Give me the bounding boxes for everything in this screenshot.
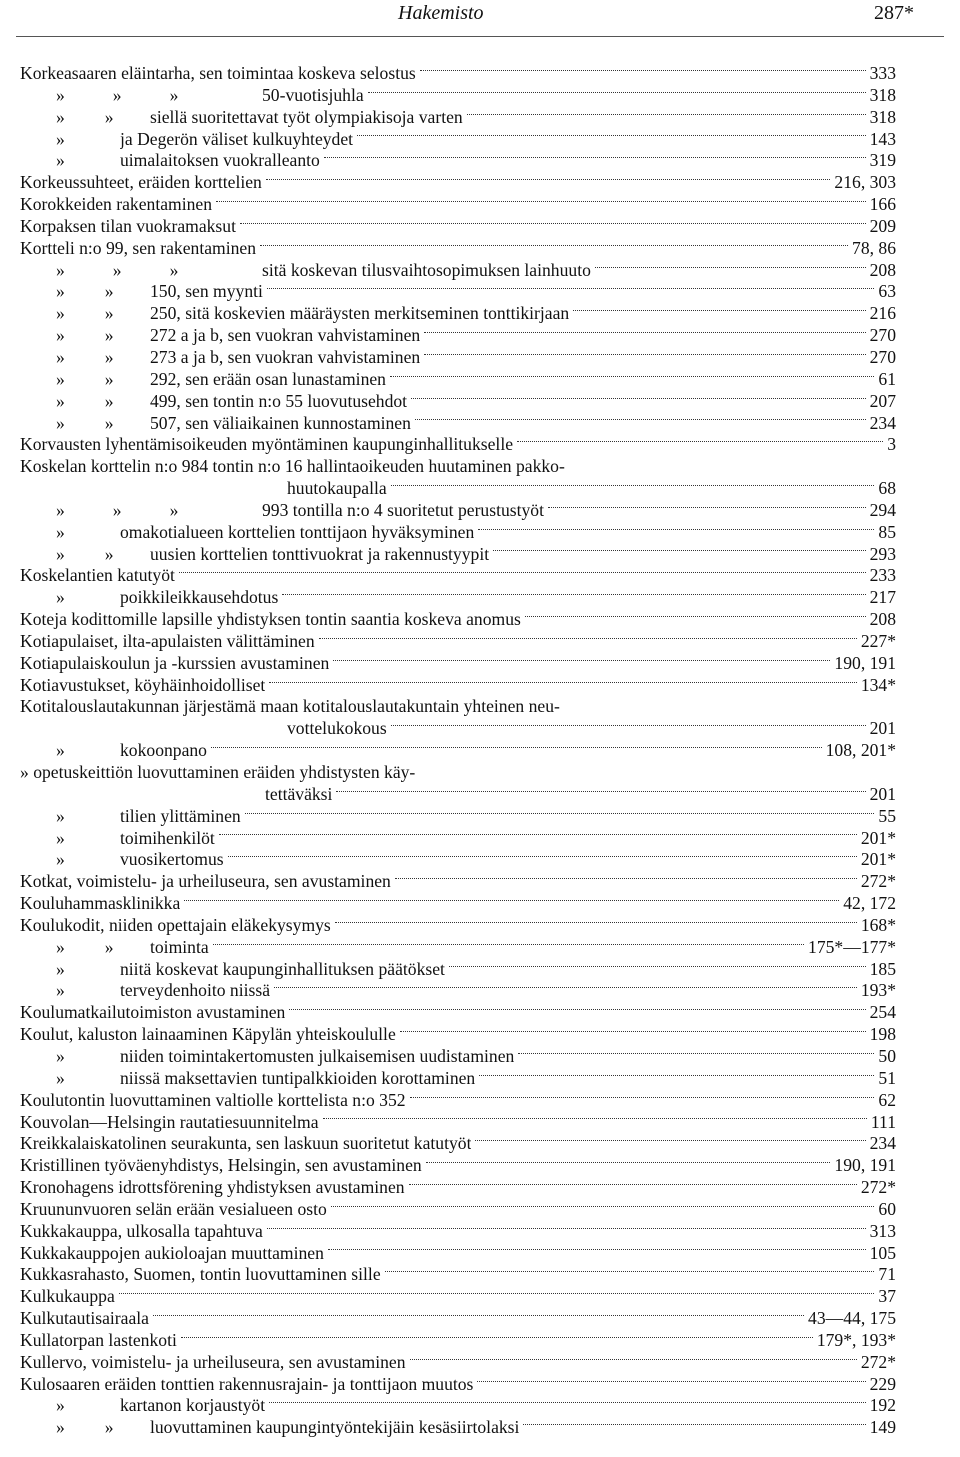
page-reference: 42, 172: [843, 893, 896, 914]
page-reference: 207: [869, 390, 896, 411]
index-entry: [20, 1395, 896, 1417]
page-reference: 201: [869, 718, 896, 739]
ditto-marks: »»: [56, 543, 154, 564]
dot-leader: [335, 921, 857, 923]
page-reference: 111: [870, 1111, 896, 1132]
entry-text: niiden toimintakertomusten julkaisemisen uudistaminen: [120, 1045, 515, 1066]
dot-leader: [213, 943, 804, 945]
ditto-marks: »: [56, 827, 65, 848]
entry-text: Koulutontin luovuttaminen valtiolle korttelista n:o 352: [20, 1089, 406, 1110]
page-reference: 190, 191: [834, 652, 896, 673]
dot-leader: [426, 1161, 831, 1163]
dot-leader: [368, 91, 866, 93]
entry-text: ja Degerön väliset kulkuyhteydet: [120, 128, 354, 149]
entry-text: niitä koskevat kaupunginhallituksen päätökset: [120, 958, 445, 979]
index-entry: [20, 150, 896, 172]
page-reference: 192: [869, 1395, 896, 1416]
entry-text: Kotitalouslautakunnan järjestämä maan kotitalouslautakuntain yhteinen neu-: [20, 696, 560, 717]
entry-text: 250, sitä koskevien määräysten merkitseminen tonttikirjaan: [150, 303, 570, 324]
index-entries: [20, 63, 896, 1439]
page-reference: 293: [869, 543, 896, 564]
page-reference: 78, 86: [852, 237, 896, 258]
index-entry: [20, 281, 896, 303]
page-reference: 272*: [860, 871, 896, 892]
page-reference: 234: [869, 1133, 896, 1154]
entry-text: Kulosaaren eräiden tonttien rakennusrajain- ja tonttijaon muutos: [20, 1373, 474, 1394]
page-reference: 294: [869, 499, 896, 520]
dot-leader: [477, 1380, 865, 1382]
entry-text: Koskelan korttelin n:o 984 tontin n:o 16 hallintaoikeuden huutaminen pakko-: [20, 456, 565, 477]
page-reference: 190, 191: [834, 1155, 896, 1176]
dot-leader: [517, 440, 883, 442]
index-entry: [20, 85, 896, 107]
page-reference: 313: [869, 1220, 896, 1241]
index-entry: [20, 806, 896, 828]
dot-leader: [282, 593, 865, 595]
dot-leader: [493, 549, 866, 551]
page-reference: 270: [869, 346, 896, 367]
entry-text: Kullatorpan lastenkoti: [20, 1329, 177, 1350]
entry-text: Kouluhammasklinikka: [20, 893, 181, 914]
index-entry: [20, 740, 896, 762]
index-entry: [20, 391, 896, 413]
dot-leader: [269, 681, 856, 683]
ditto-marks: »»»: [56, 259, 227, 280]
page-reference: 333: [869, 63, 896, 83]
dot-leader: [333, 659, 830, 661]
page-reference: 85: [878, 521, 896, 542]
entry-text: terveydenhoito niissä: [120, 980, 271, 1001]
entry-text: Koulumatkailutoimiston avustaminen: [20, 1002, 286, 1023]
dot-leader: [324, 156, 866, 158]
index-entry: [20, 413, 896, 435]
index-entry: [20, 1199, 896, 1221]
page-reference: 254: [869, 1002, 896, 1023]
page-reference: 63: [878, 281, 896, 302]
index-entry: [20, 1417, 896, 1439]
index-entry: [20, 1155, 896, 1177]
index-entry: [20, 828, 896, 850]
index-entry: [20, 63, 896, 85]
index-entry: [20, 544, 896, 566]
page-reference: 216, 303: [834, 172, 896, 193]
dot-leader: [331, 1205, 875, 1207]
entry-text: uusien korttelien tonttivuokrat ja rakennustyypit: [150, 543, 490, 564]
page-reference: 272*: [860, 1177, 896, 1198]
dot-leader: [328, 1248, 866, 1250]
page-reference: 229: [869, 1373, 896, 1394]
dot-leader: [336, 790, 865, 792]
index-entry: [20, 347, 896, 369]
entry-text: 499, sen tontin n:o 55 luovutusehdot: [150, 390, 408, 411]
entry-text: Kukkakauppojen aukioloajan muuttaminen: [20, 1242, 324, 1263]
page-reference: 216: [869, 303, 896, 324]
page-reference: 168*: [860, 914, 896, 935]
dot-leader: [523, 1423, 865, 1425]
ditto-marks: »: [56, 849, 65, 870]
ditto-marks: »: [56, 1395, 65, 1416]
page-reference: 60: [878, 1198, 896, 1219]
index-entry: [20, 129, 896, 151]
page-reference: 179*, 193*: [816, 1329, 896, 1350]
ditto-marks: »»: [56, 346, 154, 367]
ditto-marks: »: [56, 740, 65, 761]
index-entry: [20, 1068, 896, 1090]
page-reference: 149: [869, 1417, 896, 1438]
dot-leader: [525, 615, 866, 617]
page-reference: 175*—177*: [808, 936, 896, 957]
dot-leader: [219, 833, 857, 835]
index-entry: [20, 1046, 896, 1068]
ditto-marks: »: [56, 150, 65, 171]
page-reference: 193*: [860, 980, 896, 1001]
ditto-marks: »»: [56, 325, 154, 346]
dot-leader: [385, 1270, 875, 1272]
page-reference: 270: [869, 325, 896, 346]
ditto-marks: »»: [56, 936, 154, 957]
index-entry: [20, 238, 896, 260]
page-reference: 143: [869, 128, 896, 149]
entry-text: siellä suoritettavat työt olympiakisoja varten: [150, 106, 463, 127]
entry-text: 50-vuotisjuhla: [262, 84, 364, 105]
ditto-marks: »: [56, 128, 65, 149]
entry-text: vuosikertomus: [120, 849, 224, 870]
entry-text: omakotialueen korttelien tonttijaon hyväksyminen: [120, 521, 475, 542]
index-entry: [20, 107, 896, 129]
dot-leader: [357, 134, 866, 136]
ditto-marks: »: [56, 1045, 65, 1066]
entry-text: Korkeussuhteet, eräiden korttelien: [20, 172, 262, 193]
page-reference: 198: [869, 1024, 896, 1045]
entry-text: toimihenkilöt: [120, 827, 215, 848]
dot-leader: [391, 724, 866, 726]
entry-text: Kotiavustukset, köyhäinhoidolliset: [20, 674, 266, 695]
page-reference: 234: [869, 412, 896, 433]
index-entry: [20, 1024, 896, 1046]
dot-leader: [228, 855, 857, 857]
dot-leader: [518, 1052, 874, 1054]
index-entry: [20, 1308, 896, 1330]
dot-leader: [410, 1358, 857, 1360]
entry-text: Kukkasrahasto, Suomen, tontin luovuttaminen sille: [20, 1264, 381, 1285]
index-entry: [20, 980, 896, 1002]
index-entry: [20, 1090, 896, 1112]
page-reference: 71: [878, 1264, 896, 1285]
entry-text: Kronohagens idrottsförening yhdistyksen avustaminen: [20, 1177, 405, 1198]
entry-text: sitä koskevan tilusvaihtosopimuksen lainhuuto: [262, 259, 591, 280]
index-entry: [20, 216, 896, 238]
entry-text: Koulukodit, niiden opettajain eläkekysymys: [20, 914, 331, 935]
index-entry: [20, 959, 896, 981]
index-entry: [20, 1112, 896, 1134]
page-reference: 185: [869, 958, 896, 979]
dot-leader: [266, 178, 831, 180]
index-entry: [20, 565, 896, 587]
dot-leader: [410, 1096, 875, 1098]
entry-text: » opetuskeittiön luovuttaminen eräiden yhdistysten käy-: [20, 762, 416, 782]
ditto-marks: »: [56, 980, 65, 1001]
entry-text: Kotiapulaiskoulun ja -kurssien avustaminen: [20, 652, 330, 673]
entry-text: 993 tontilla n:o 4 suoritetut perustustyöt: [262, 499, 544, 520]
page-reference: 208: [869, 609, 896, 630]
page-reference: 62: [878, 1089, 896, 1110]
page-reference: 272*: [860, 1351, 896, 1372]
entry-text: kartanon korjaustyöt: [120, 1395, 266, 1416]
entry-text: Kreikkalaiskatolinen seurakunta, sen laskuun suoritetut katutyöt: [20, 1133, 472, 1154]
index-entry: [20, 1133, 896, 1155]
index-entry: [20, 937, 896, 959]
entry-text: 272 a ja b, sen vuokran vahvistaminen: [150, 325, 421, 346]
page-reference: 227*: [860, 630, 896, 651]
dot-leader: [467, 113, 866, 115]
dot-leader: [424, 331, 865, 333]
ditto-marks: »»»: [56, 84, 227, 105]
entry-text: 150, sen myynti: [150, 281, 263, 302]
page-reference: 51: [878, 1067, 896, 1088]
entry-text: Koteja kodittomille lapsille yhdistyksen tontin saantia koskeva anomus: [20, 609, 521, 630]
index-entry: [20, 1286, 896, 1308]
ditto-marks: »»: [56, 1417, 154, 1438]
index-entry: [20, 500, 896, 522]
dot-leader: [411, 397, 866, 399]
page-reference: 233: [869, 565, 896, 586]
index-entry: [20, 893, 896, 915]
ditto-marks: »: [56, 1067, 65, 1088]
page-reference: 50: [878, 1045, 896, 1066]
entry-continuation: vottelukokous: [287, 718, 387, 739]
entry-text: tilien ylittäminen: [120, 805, 241, 826]
dot-leader: [323, 1117, 867, 1119]
index-entry: [20, 675, 896, 697]
entry-text: uimalaitoksen vuokralleanto: [120, 150, 320, 171]
entry-text: Koskelantien katutyöt: [20, 565, 175, 586]
index-entry: [20, 587, 896, 609]
page-reference: 61: [878, 368, 896, 389]
dot-leader: [119, 1292, 875, 1294]
dot-leader: [319, 637, 857, 639]
index-entry: [20, 325, 896, 347]
dot-leader: [391, 484, 875, 486]
page-reference: 201: [869, 783, 896, 804]
page-reference: 319: [869, 150, 896, 171]
entry-continuation: huutokaupalla: [287, 478, 387, 499]
ditto-marks: »»: [56, 281, 154, 302]
index-entry: [20, 1221, 896, 1243]
page-reference: 37: [878, 1286, 896, 1307]
entry-text: Kristillinen työväenyhdistys, Helsingin, sen avustaminen: [20, 1155, 422, 1176]
dot-leader: [415, 418, 866, 420]
entry-text: kokoonpano: [120, 740, 207, 761]
page-reference: 209: [869, 215, 896, 236]
page-header: [0, 0, 960, 32]
entry-text: Koulut, kaluston lainaaminen Käpylän yhteiskoululle: [20, 1024, 396, 1045]
index-entry: [20, 456, 896, 500]
dot-leader: [449, 965, 866, 967]
dot-leader: [479, 1074, 874, 1076]
dot-leader: [573, 309, 865, 311]
index-entry: [20, 1352, 896, 1374]
entry-text: Kulkutautisairaala: [20, 1308, 149, 1329]
entry-text: 273 a ja b, sen vuokran vahvistaminen: [150, 346, 421, 367]
entry-text: 292, sen erään osan lunastaminen: [150, 368, 386, 389]
dot-leader: [267, 287, 875, 289]
ditto-marks: »»: [56, 303, 154, 324]
entry-text: Kotkat, voimistelu- ja urheiluseura, sen avustaminen: [20, 871, 391, 892]
ditto-marks: »»: [56, 106, 154, 127]
dot-leader: [289, 1008, 865, 1010]
index-entry: [20, 260, 896, 282]
page-reference: 55: [878, 805, 896, 826]
page-number: 287*: [874, 2, 914, 24]
ditto-marks: »»»: [56, 499, 227, 520]
ditto-marks: »: [56, 521, 65, 542]
page-reference: 108, 201*: [825, 740, 896, 761]
page-reference: 208: [869, 259, 896, 280]
entry-text: Korokkeiden rakentaminen: [20, 194, 212, 215]
dot-leader: [478, 528, 874, 530]
entry-text: Korpaksen tilan vuokramaksut: [20, 215, 236, 236]
entry-continuation: tettäväksi: [265, 783, 333, 804]
entry-text: Korvausten lyhentämisoikeuden myöntäminen kaupunginhallitukselle: [20, 434, 514, 455]
entry-text: luovuttaminen kaupungintyöntekijäin kesäsiirtolaksi: [150, 1417, 520, 1438]
index-entry: [20, 849, 896, 871]
dot-leader: [400, 1030, 866, 1032]
dot-leader: [409, 1183, 857, 1185]
entry-text: poikkileikkausehdotus: [120, 587, 279, 608]
dot-leader: [179, 571, 866, 573]
ditto-marks: »: [56, 805, 65, 826]
page-reference: 43—44, 175: [808, 1308, 896, 1329]
index-entry: [20, 609, 896, 631]
entry-text: niissä maksettavien tuntipalkkioiden korottaminen: [120, 1067, 476, 1088]
index-entry: [20, 762, 896, 806]
index-entry: [20, 522, 896, 544]
dot-leader: [181, 1336, 813, 1338]
entry-text: Kulkukauppa: [20, 1286, 115, 1307]
page-reference: 201*: [860, 849, 896, 870]
dot-leader: [216, 200, 866, 202]
dot-leader: [267, 1227, 866, 1229]
ditto-marks: »»: [56, 412, 154, 433]
dot-leader: [420, 69, 866, 71]
dot-leader: [153, 1314, 804, 1316]
dot-leader: [274, 986, 857, 988]
entry-text: Kouvolan—Helsingin rautatiesuunnitelma: [20, 1111, 319, 1132]
index-entry: [20, 172, 896, 194]
page-reference: 201*: [860, 827, 896, 848]
entry-text: 507, sen väliaikainen kunnostaminen: [150, 412, 411, 433]
dot-leader: [475, 1139, 865, 1141]
index-entry: [20, 915, 896, 937]
entry-text: Kotiapulaiset, ilta-apulaisten välittäminen: [20, 630, 315, 651]
index-entry: [20, 1264, 896, 1286]
index-entry: [20, 1243, 896, 1265]
dot-leader: [240, 222, 866, 224]
entry-text: Kukkakauppa, ulkosalla tapahtuva: [20, 1220, 263, 1241]
index-entry: [20, 369, 896, 391]
entry-text: Kullervo, voimistelu- ja urheiluseura, sen avustaminen: [20, 1351, 406, 1372]
page-reference: 3: [887, 434, 896, 455]
running-title: Hakemisto: [398, 2, 484, 24]
index-entry: [20, 696, 896, 740]
entry-text: Korkeasaaren eläintarha, sen toimintaa koskeva selostus: [20, 63, 416, 83]
dot-leader: [184, 899, 839, 901]
dot-leader: [390, 375, 874, 377]
index-entry: [20, 1330, 896, 1352]
ditto-marks: »»: [56, 368, 154, 389]
page-reference: 105: [869, 1242, 896, 1263]
index-entry: [20, 1177, 896, 1199]
page-reference: 68: [878, 478, 896, 499]
index-entry: [20, 1374, 896, 1396]
dot-leader: [245, 812, 875, 814]
page-reference: 318: [869, 106, 896, 127]
entry-text: Kortteli n:o 99, sen rakentaminen: [20, 237, 256, 258]
dot-leader: [211, 746, 822, 748]
index-entry: [20, 871, 896, 893]
dot-leader: [395, 877, 857, 879]
ditto-marks: »: [56, 587, 65, 608]
dot-leader: [424, 353, 865, 355]
entry-text: Kruununvuoren selän erään vesialueen osto: [20, 1198, 327, 1219]
page-reference: 134*: [860, 674, 896, 695]
index-entry: [20, 653, 896, 675]
entry-text: toiminta: [150, 936, 209, 957]
header-rule: [16, 36, 944, 37]
dot-leader: [548, 506, 866, 508]
ditto-marks: »: [56, 958, 65, 979]
dot-leader: [260, 244, 848, 246]
dot-leader: [269, 1401, 865, 1403]
ditto-marks: »»: [56, 390, 154, 411]
index-entry: [20, 1002, 896, 1024]
index-entry: [20, 434, 896, 456]
page-reference: 217: [869, 587, 896, 608]
index-entry: [20, 303, 896, 325]
index-entry: [20, 194, 896, 216]
index-entry: [20, 631, 896, 653]
page-reference: 318: [869, 84, 896, 105]
dot-leader: [595, 266, 866, 268]
page-reference: 166: [869, 194, 896, 215]
